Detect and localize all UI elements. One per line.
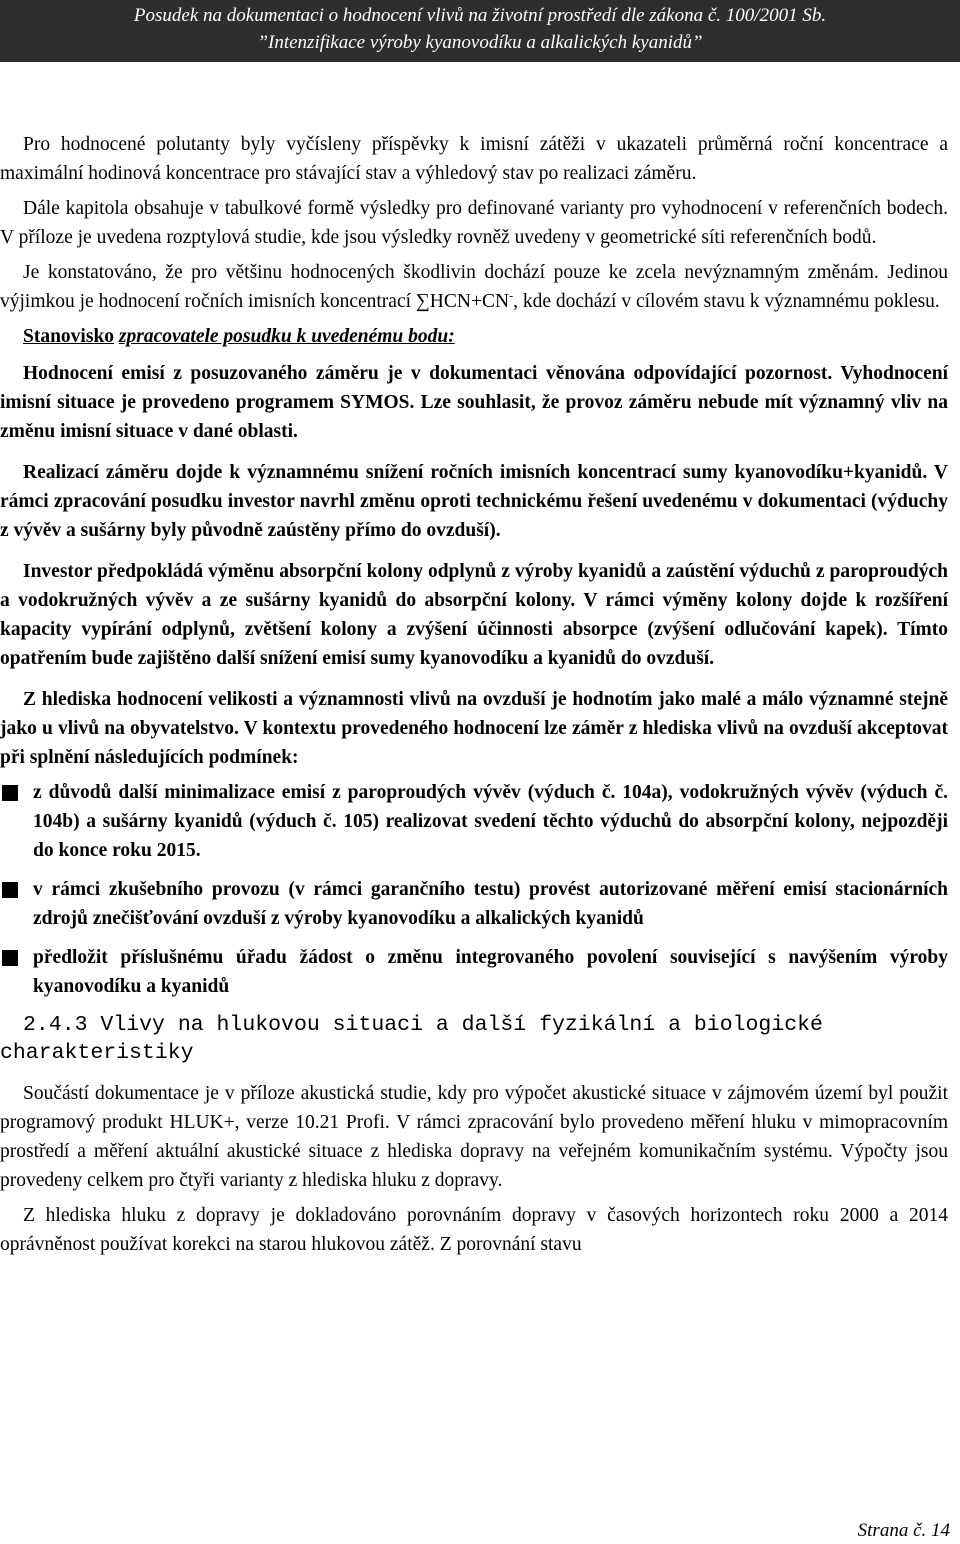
stanovisko-sublabel: zpracovatele posudku k uvedenému bodu: <box>118 326 455 347</box>
stanovisko-heading <box>0 322 948 351</box>
list-item <box>0 778 948 865</box>
bold-paragraph: Realizací záměru dojde k významnému snížení ročních imisních koncentrací sumy kyanovodíku+kyanidů. V rámci zpracování posudku investor navrhl změnu oproti technickému řešení uvedenému v dokumentaci (výduchy z vývěv a sušárny byly původně zaústěny přímo do ovzduší). <box>0 462 948 541</box>
square-bullet-icon <box>2 882 18 898</box>
list-item-text: předložit příslušnému úřadu žádost o změnu integrovaného povolení související s navýšením výroby kyanovodíku a kyanidů <box>33 947 948 997</box>
document-body <box>0 130 948 1265</box>
bold-paragraph: Z hlediska hodnocení velikosti a významnosti vlivů na ovzduší je hodnotím jako malé a málo významné stejně jako u vlivů na obyvatelstvo. V kontextu provedeného hodnocení lze záměr z hlediska vlivů na ovzduší akceptovat při splnění následujících podmínek: <box>0 689 948 768</box>
paragraph-text: Je konstatováno, že pro většinu hodnocených škodlivin dochází pouze ke zcela nevýznamným změnám. Jedinou výjimkou je hodnocení ročních imisních koncentrací ∑HCN+CN <box>0 262 948 312</box>
list-item <box>0 875 948 933</box>
square-bullet-icon <box>2 950 18 966</box>
document-header <box>0 0 960 62</box>
paragraph-text: , kde dochází v cílovém stavu k významnému poklesu. <box>513 291 940 312</box>
paragraph <box>0 258 948 316</box>
header-title-line: Posudek na dokumentaci o hodnocení vlivů na životní prostředí dle zákona č. 100/2001 Sb. <box>133 5 827 26</box>
paragraph: Součástí dokumentace je v příloze akustická studie, kdy pro výpočet akustické situace v zájmovém území byl použit programový produkt HLUK+, verze 10.21 Profi. V rámci zpracování bylo provedeno měření hluku v mimopracovním prostředí a měření aktuální akustické situace z hlediska dopravy na veřejném komunikačním systému. Výpočty jsou provedeny celkem pro čtyři varianty z hlediska hluku z dopravy. <box>0 1083 948 1191</box>
list-item <box>0 943 948 1001</box>
paragraph: Dále kapitola obsahuje v tabulkové formě výsledky pro definované varianty pro vyhodnocení v referenčních bodech. V příloze je uvedena rozptylová studie, kde jsou výsledky rovněž uvedeny v geometrické síti referenčních bodů. <box>0 198 948 248</box>
stanovisko-label: Stanovisko <box>23 326 115 347</box>
bold-paragraph: Hodnocení emisí z posuzovaného záměru je v dokumentaci věnována odpovídající pozornost. Vyhodnocení imisní situace je provedeno programem SYMOS. Lze souhlasit, že provoz záměru nebude mít významný vliv na změnu imisní situace v dané oblasti. <box>0 363 948 442</box>
square-bullet-icon <box>2 785 18 801</box>
section-heading: 2.4.3 Vlivy na hlukovou situaci a další fyzikální a biologické charakteristiky <box>0 1013 823 1065</box>
header-project-line: ”Intenzifikace výroby kyanovodíku a alkalických kyanidů” <box>257 32 703 53</box>
conditions-list <box>0 778 948 1001</box>
superscript: - <box>509 288 514 303</box>
list-item-text: v rámci zkušebního provozu (v rámci garančního testu) provést autorizované měření emisí stacionárních zdrojů znečišťování ovzduší z výroby kyanovodíku a alkalických kyanidů <box>33 879 948 929</box>
page-number: Strana č. 14 <box>857 1520 950 1541</box>
list-item-text: z důvodů další minimalizace emisí z paroproudých vývěv (výduch č. 104a), vodokružných vývěv (výduch č. 104b) a sušárny kyanidů (výduch č. 105) realizovat svedení těchto výduchů do absorpční kolony, nejpozději do konce roku 2015. <box>33 782 948 861</box>
bold-paragraph: Investor předpokládá výměnu absorpční kolony odplynů z výroby kyanidů a zaústění výduchů z paroproudých a vodokružných vývěv a ze sušárny kyanidů do absorpční kolony. V rámci výměny kolony dojde k rozšíření kapacity vypírání odplynů, zvětšení kolony a zvýšení účinnosti absorpce (zvýšení odlučování kapek). Tímto opatřením bude zajištěno další snížení emisí sumy kyanovodíku a kyanidů do ovzduší. <box>0 561 948 669</box>
paragraph: Z hlediska hluku z dopravy je dokladováno porovnáním dopravy v časových horizontech roku 2000 a 2014 oprávněnost používat korekci na starou hlukovou zátěž. Z porovnání stavu <box>0 1205 948 1255</box>
paragraph: Pro hodnocené polutanty byly vyčísleny příspěvky k imisní zátěži v ukazateli průměrná roční koncentrace a maximální hodinová koncentrace pro stávající stav a výhledový stav po realizaci záměru. <box>0 134 948 184</box>
